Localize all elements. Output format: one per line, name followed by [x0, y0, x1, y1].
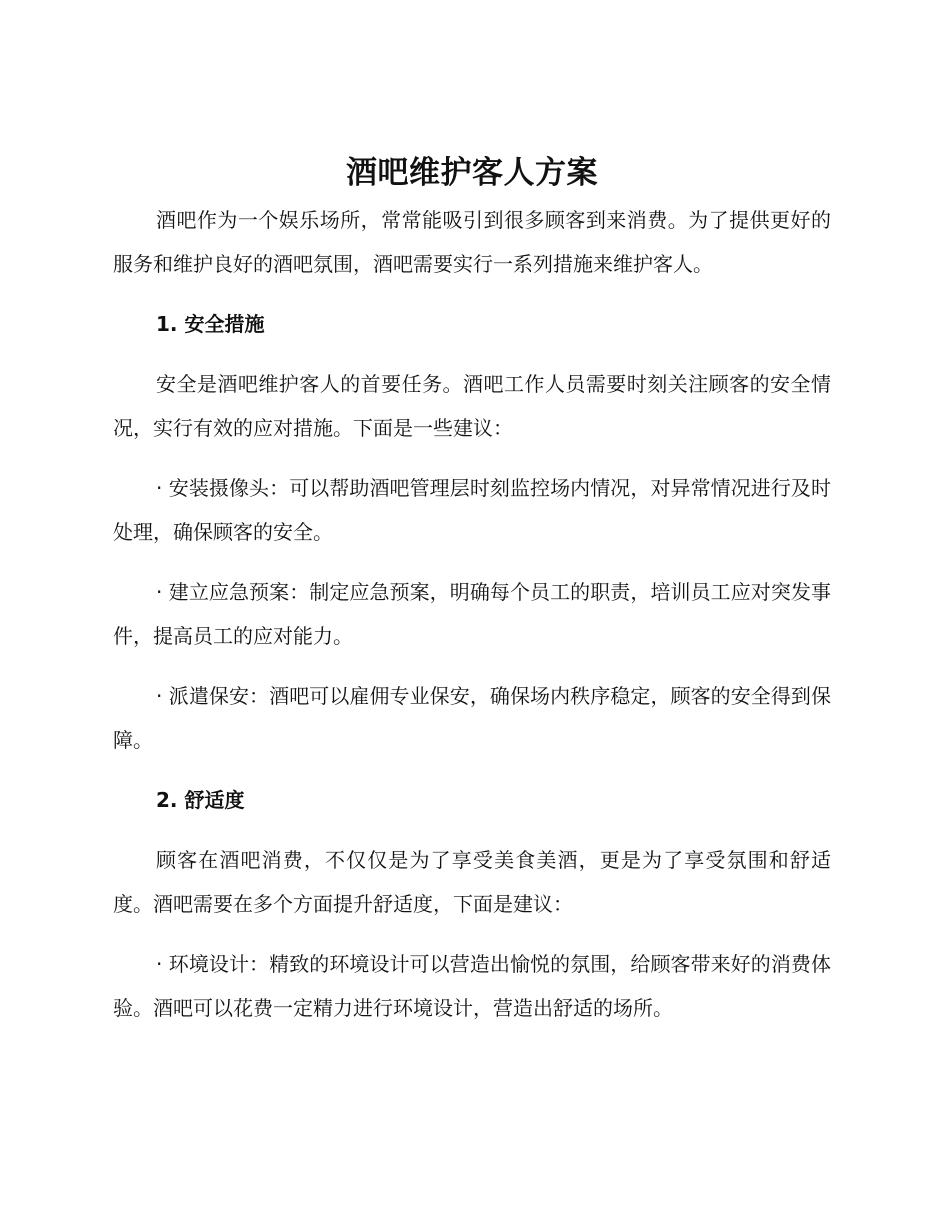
section-heading-safety: 1. 安全措施: [156, 312, 265, 336]
section-heading-comfort: 2. 舒适度: [156, 788, 245, 812]
bullet-item-camera: · 安装摄像头：可以帮助酒吧管理层时刻监控场内情况，对异常情况进行及时处理，确保顾客的安全。: [113, 476, 831, 544]
bullet-item-security-guard: · 派遣保安：酒吧可以雇佣专业保安，确保场内秩序稳定，顾客的安全得到保障。: [113, 684, 831, 752]
document-title: 酒吧维护客人方案: [346, 155, 598, 191]
bullet-item-environment-design: · 环境设计：精致的环境设计可以营造出愉悦的氛围，给顾客带来好的消费体验。酒吧可以花费一定精力进行环境设计，营造出舒适的场所。: [113, 952, 831, 1020]
bullet-item-emergency-plan: · 建立应急预案：制定应急预案，明确每个员工的职责，培训员工应对突发事件，提高员工的应对能力。: [113, 580, 831, 648]
section-body-comfort: 顾客在酒吧消费，不仅仅是为了享受美食美酒，更是为了享受氛围和舒适度。酒吧需要在多个方面提升舒适度，下面是建议：: [113, 848, 831, 916]
intro-paragraph: 酒吧作为一个娱乐场所，常常能吸引到很多顾客到来消费。为了提供更好的服务和维护良好的酒吧氛围，酒吧需要实行一系列措施来维护客人。: [113, 208, 831, 276]
document-page: [113, 148, 831, 1046]
section-body-safety: 安全是酒吧维护客人的首要任务。酒吧工作人员需要时刻关注顾客的安全情况，实行有效的应对措施。下面是一些建议：: [113, 372, 831, 440]
